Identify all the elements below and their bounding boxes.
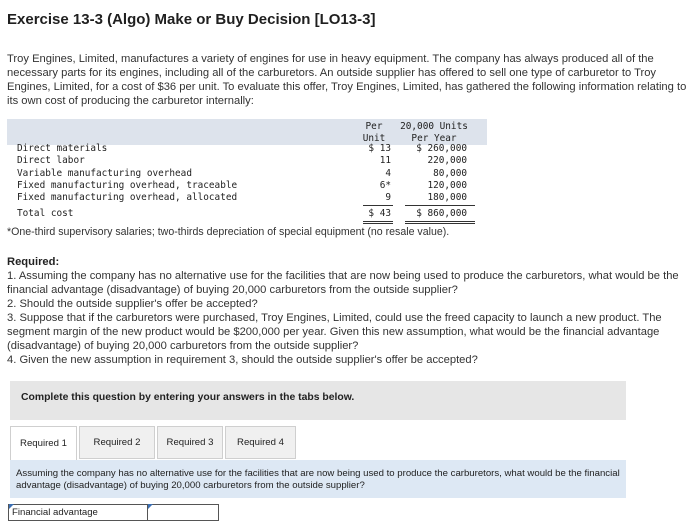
total-double-rule-unit	[363, 223, 393, 224]
cost-row-direct-materials	[7, 143, 487, 155]
cost-row-per-unit: 6*	[379, 179, 391, 191]
tab-required-1[interactable]: Required 1	[10, 426, 77, 461]
cost-row-per-unit: $ 13	[368, 143, 391, 154]
required-item-4: 4. Given the new assumption in requirement 3, should the outside supplier's offer be accepted?	[7, 354, 478, 366]
instruction-text: Complete this question by entering your answers in the tabs below.	[21, 392, 355, 403]
total-rule-year	[405, 221, 475, 222]
cost-row-per-unit: 4	[385, 167, 391, 179]
question-panel	[10, 460, 626, 498]
cost-row-label: Direct labor	[17, 155, 85, 167]
cost-row-label: Fixed manufacturing overhead, traceable	[17, 179, 238, 191]
cost-row-per-year: 120,000	[427, 179, 467, 191]
tab-required-3[interactable]: Required 3	[157, 426, 223, 459]
cost-row-fixed-overhead-traceable	[7, 180, 487, 192]
question-text: Assuming the company has no alternative use for the facilities that are now being used to produce the carburetors, what would be the financial advantage (disadvantage) of buying 20,000 carburetors from the outside supplier?	[16, 468, 620, 491]
total-rule-unit	[363, 221, 393, 222]
per-year-header-line1: 20,000 Units	[400, 121, 468, 132]
cost-row-label: Direct materials	[17, 143, 108, 154]
cost-row-direct-labor	[7, 155, 487, 167]
cost-table	[7, 119, 487, 221]
financial-advantage-label	[8, 504, 147, 521]
page-title: Exercise 13-3 (Algo) Make or Buy Decision [LO13-3]	[7, 11, 376, 28]
footnote: *One-third supervisory salaries; two-thirds depreciation of special equipment (no resale value).	[7, 226, 450, 238]
per-unit-header	[357, 121, 391, 145]
total-double-rule-year	[405, 223, 475, 224]
per-unit-header-line2: Unit	[362, 133, 386, 144]
per-unit-header-line1: Per	[365, 121, 383, 132]
tab-required-2[interactable]: Required 2	[79, 426, 155, 459]
financial-advantage-label-text: Financial advantage	[12, 507, 98, 518]
per-year-header-line2: Per Year	[411, 133, 457, 144]
intro-paragraph: Troy Engines, Limited, manufactures a variety of engines for use in heavy equipment. The company has always produced all of the necessary parts for its engines, including all of the carburetors. An outside supplier has offered to sell one type of carburetor to Troy Engines, Limited, for a cost of $36 per unit. To evaluate this offer, Troy Engines, Limited, has gathered the following information relating to its own cost of producing the carburetor internally:	[7, 53, 687, 107]
input-marker-icon	[148, 504, 153, 509]
required-heading: Required:	[7, 256, 60, 268]
total-cost-label: Total cost	[17, 208, 74, 220]
required-item-2: 2. Should the outside supplier's offer be accepted?	[7, 298, 258, 310]
selector-marker-icon	[9, 504, 14, 509]
cost-row-variable-overhead	[7, 168, 487, 180]
cost-table-header	[7, 119, 487, 145]
financial-advantage-input[interactable]	[147, 504, 219, 521]
cost-row-per-year: $ 260,000	[416, 143, 467, 154]
cost-row-label: Fixed manufacturing overhead, allocated	[17, 192, 238, 204]
required-item-3: 3. Suppose that if the carburetors were purchased, Troy Engines, Limited, could use the freed capacity to launch a new product. The segment margin of the new product would be $200,000 per year. Given this new assumption, what would be the financial advantage (disadvantage) of buying 20,000 carburetors from the outside supplier?	[7, 312, 662, 352]
required-section	[7, 255, 695, 367]
cost-row-label: Variable manufacturing overhead	[17, 167, 192, 179]
per-year-header	[393, 121, 475, 145]
instruction-bar	[10, 381, 626, 420]
cost-row-per-unit: 11	[379, 155, 391, 167]
cost-row-per-year: 180,000	[427, 192, 467, 204]
total-cost-row	[7, 206, 487, 221]
cost-row-per-unit: 9	[385, 192, 391, 204]
cost-row-per-year: 220,000	[427, 155, 467, 167]
total-cost-per-year: $ 860,000	[416, 208, 467, 220]
tab-required-4[interactable]: Required 4	[225, 426, 296, 459]
cost-row-fixed-overhead-allocated	[7, 192, 487, 204]
cost-row-per-year: 80,000	[433, 167, 467, 179]
total-cost-per-unit: $ 43	[368, 208, 391, 220]
required-item-1: 1. Assuming the company has no alternative use for the facilities that are now being used to produce the carburetors, what would be the financial advantage (disadvantage) of buying 20,000 carburetors from the outside supplier?	[7, 270, 679, 296]
